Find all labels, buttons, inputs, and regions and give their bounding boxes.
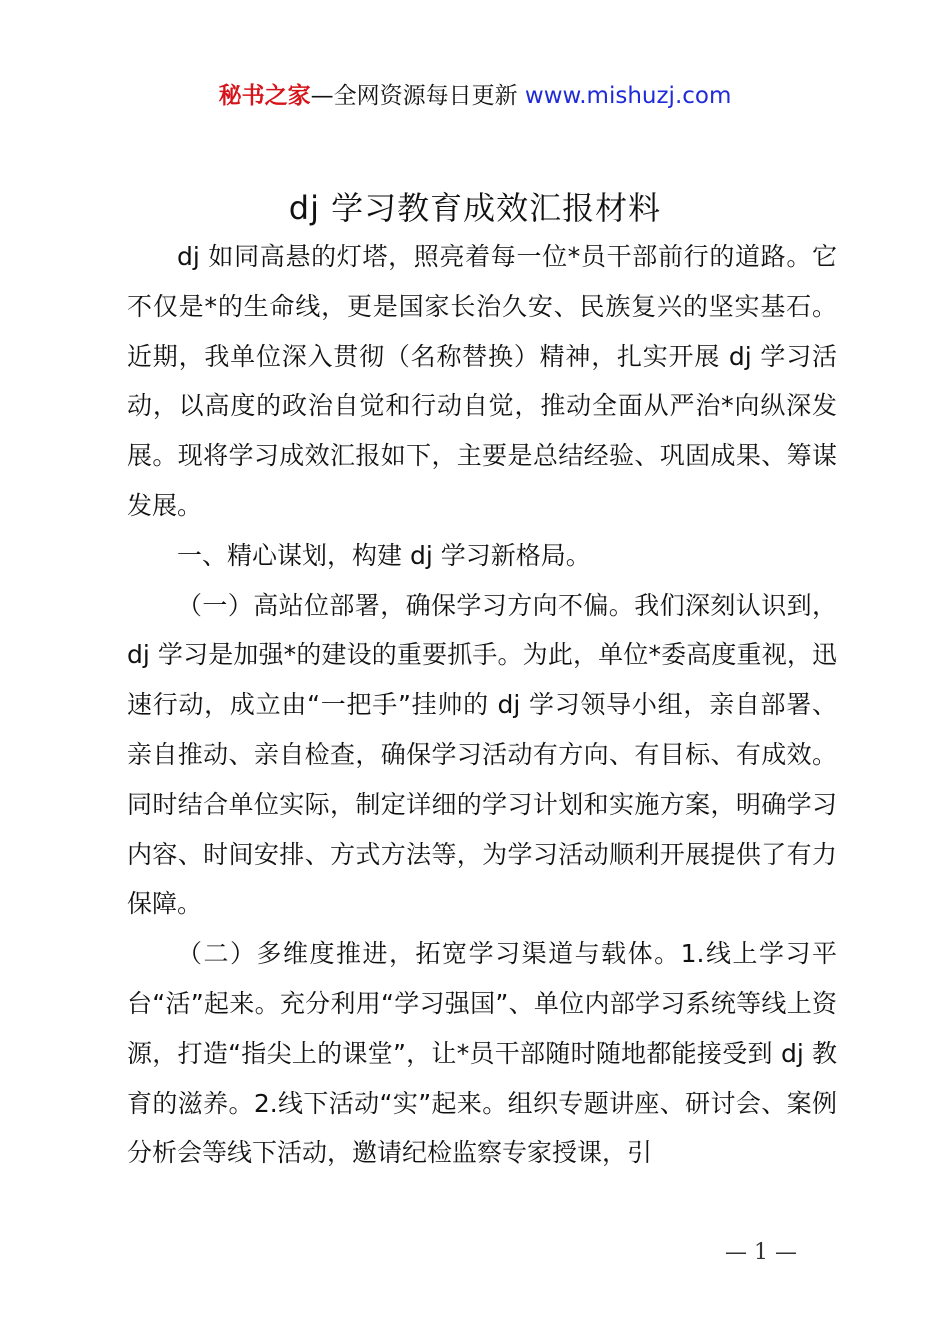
page-number: — 1 — <box>725 1240 797 1265</box>
site-brand: 秘书之家 <box>218 83 311 109</box>
subsection-paragraph-2: （二）多维度推进，拓宽学习渠道与载体。1.线上学习平台“活”起来。充分利用“学习强国”、单位内部学习系统等线上资源，打造“指尖上的课堂”，让*员干部随时随地都能接受到 dj 教育的滋养。2.线下活动“实”起来。组织专题讲座、研讨会、案例分析会等线下活动，邀请纪检监察专家授课，引 <box>127 939 837 1168</box>
site-header <box>0 80 950 112</box>
document-title: dj 学习教育成效汇报材料 <box>288 189 662 227</box>
section-heading: 一、精心谋划，构建 dj 学习新格局。 <box>177 540 591 570</box>
document-body <box>127 232 837 1178</box>
site-slogan: —全网资源每日更新 <box>310 83 518 109</box>
subsection-paragraph-1: （一）高站位部署，确保学习方向不偏。我们深刻认识到，dj 学习是加强*的建设的重要抓手。为此，单位*委高度重视，迅速行动，成立由“一把手”挂帅的 dj 学习领导小组，亲自部署、亲自推动、亲自检查，确保学习活动有方向、有目标、有成效。同时结合单位实际，制定详细的学习计划和实施方案，明确学习内容、时间安排、方式方法等，为学习活动顺利开展提供了有力保障。 <box>127 590 837 919</box>
intro-paragraph: dj 如同高悬的灯塔，照亮着每一位*员干部前行的道路。它不仅是*的生命线，更是国家长治久安、民族复兴的坚实基石。近期，我单位深入贯彻（名称替换）精神，扎实开展 dj 学习活动，以高度的政治自觉和行动自觉，推动全面从严治*向纵深发展。现将学习成效汇报如下，主要是总结经验、巩固成果、筹谋发展。 <box>127 242 837 520</box>
site-url-link[interactable]: www.mishuzj.com <box>517 83 732 109</box>
